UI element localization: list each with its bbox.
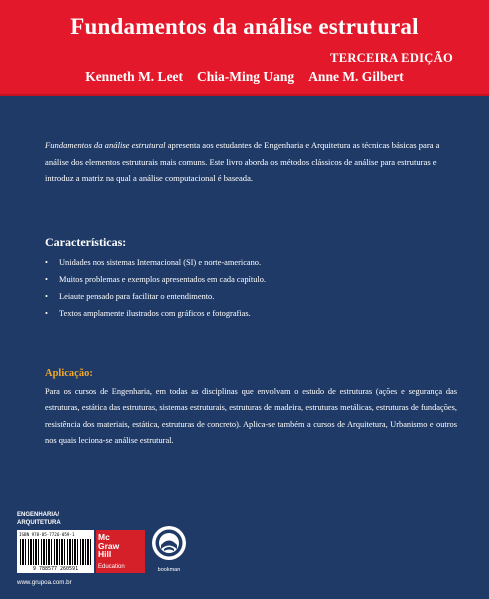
subject-category <box>17 512 61 527</box>
book-title: Fundamentos da análise estrutural <box>70 14 419 39</box>
publisher-line: Graw <box>98 540 120 551</box>
publisher-name <box>98 533 143 559</box>
bullet-icon: • <box>45 309 48 318</box>
author-name: Anne M. Gilbert <box>308 69 404 84</box>
banner-divider <box>0 94 489 96</box>
bookman-emblem-icon <box>148 523 190 565</box>
feature-text: Textos amplamente ilustrados com gráficos e fotografias. <box>59 309 251 318</box>
list-item <box>45 305 465 322</box>
bookman-logo <box>148 523 190 573</box>
list-item <box>45 288 465 305</box>
feature-text: Muitos problemas e exemplos apresentados em cada capítulo. <box>59 275 266 284</box>
list-item <box>45 271 465 288</box>
publisher-subtitle: Education <box>98 564 125 570</box>
barcode-icon <box>20 539 91 565</box>
list-item <box>45 254 465 271</box>
bookman-name: bookman <box>157 567 181 573</box>
publisher-line: Hill <box>98 549 112 559</box>
bullet-icon: • <box>45 275 48 284</box>
description-text: apresenta aos estudantes de Engenharia e Arquitetura as técnicas básicas para a análise dos elementos estruturais mais comuns. Este livro aborda os métodos clássicos de análise para estruturas e introduz a matriz na qual a análise computacional é baseada. <box>45 140 440 183</box>
features-heading: Características: <box>45 235 127 249</box>
features-list <box>45 254 465 322</box>
category-line: ARQUITETURA <box>17 519 61 526</box>
publisher-line: Mc <box>98 532 110 542</box>
feature-text: Unidades nos sistemas Internacional (SI) e norte-americano. <box>59 258 262 267</box>
application-heading: Aplicação: <box>45 368 93 379</box>
barcode-digits: 9 788577 260591 <box>32 566 79 572</box>
isbn-barcode <box>17 530 94 573</box>
website-url: www.grupoa.com.br <box>17 579 72 586</box>
category-line: ENGENHARIA/ <box>17 512 60 518</box>
author-name: Kenneth M. Leet <box>85 69 184 84</box>
edition-label: TERCEIRA EDIÇÃO <box>330 51 453 65</box>
bullet-icon: • <box>45 292 48 301</box>
description-book-title: Fundamentos da análise estrutural <box>45 140 166 150</box>
title-banner <box>0 0 489 94</box>
isbn-text: ISBN 978-85-7726-059-1 <box>19 532 75 537</box>
feature-text: Leiaute pensado para facilitar o entendimento. <box>59 292 215 301</box>
bullet-icon: • <box>45 258 48 267</box>
application-text: Para os cursos de Engenharia, em todas as disciplinas que envolvam o estudo de estruturas (ações e segurança das estruturas, estática das estruturas, sistemas estruturais, estruturas de madeira, estruturas metálicas, estruturas de fundações, resistência dos materiais, estática, estruturas de concreto). Aplica-se também a cursos de Arquitetura, Urbanismo e outros nos quais leciona-se análise estrutural. <box>45 387 457 445</box>
author-list <box>0 69 489 85</box>
book-description <box>45 137 455 187</box>
author-name: Chia-Ming Uang <box>197 69 295 84</box>
mcgraw-hill-logo <box>96 530 145 573</box>
